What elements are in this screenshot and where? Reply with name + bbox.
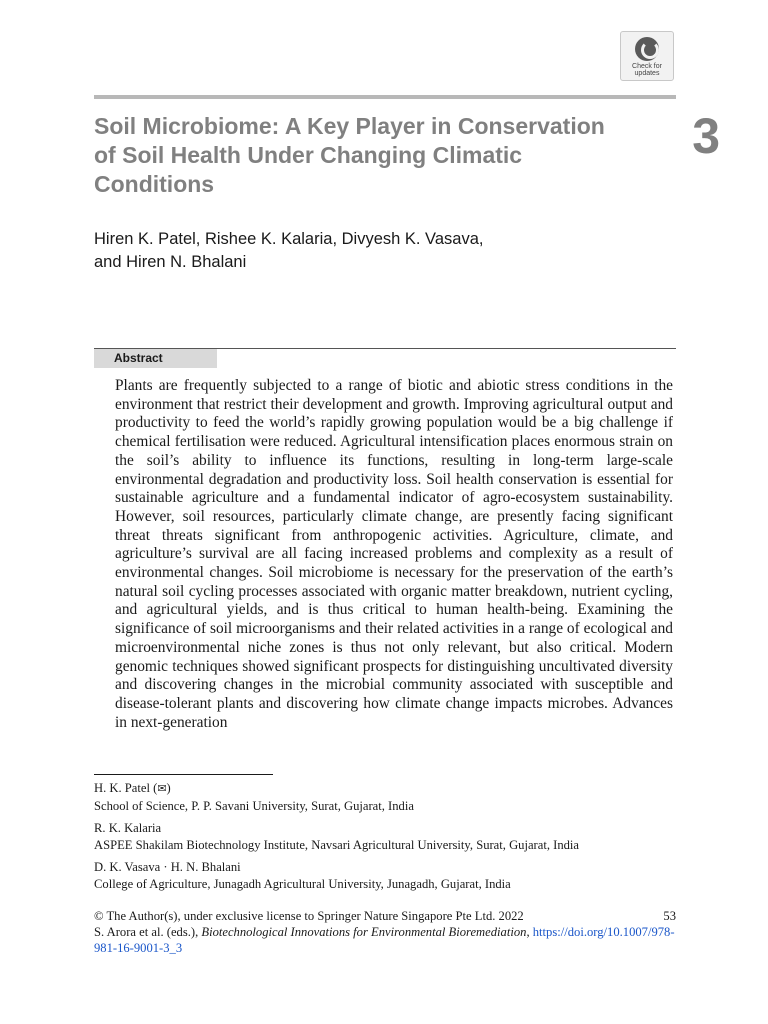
affiliation-institution: College of Agriculture, Junagadh Agricultural University, Junagadh, Gujarat, India: [94, 876, 511, 891]
doi-link[interactable]: https://doi.org/10.1007/978-981-16-9001-3_3: [94, 925, 675, 955]
footnote-rule: [94, 774, 273, 775]
affiliation-item: [94, 859, 694, 892]
affiliation-names: H. K. Patel: [94, 781, 150, 795]
author-line: Hiren K. Patel, Rishee K. Kalaria, Divyesh K. Vasava,: [94, 230, 484, 248]
license-notice: © The Author(s), under exclusive license to Springer Nature Singapore Pte Ltd. 2022: [94, 909, 524, 923]
affiliations: [94, 780, 694, 898]
affiliation-institution: School of Science, P. P. Savani University, Surat, Gujarat, India: [94, 798, 414, 813]
book-title: Biotechnological Innovations for Environmental Bioremediation: [201, 925, 527, 939]
badge-label: Check for updates: [632, 63, 662, 77]
page-number: 53: [663, 909, 676, 923]
citation-prefix: S. Arora et al. (eds.),: [94, 925, 199, 939]
chapter-title: Soil Microbiome: A Key Player in Conservation of Soil Health Under Changing Climatic Conditions: [94, 113, 605, 197]
affiliation-item: H. K. Patel (✉) School of Science, P. P. Savani University, Surat, Gujarat, India: [94, 780, 694, 814]
copyright-block: [94, 908, 676, 956]
check-for-updates-badge[interactable]: [620, 31, 674, 81]
affiliation-names: D. K. Vasava · H. N. Bhalani: [94, 860, 241, 874]
header-rule: [94, 95, 676, 99]
citation: S. Arora et al. (eds.), Biotechnological Innovations for Environmental Bioremediation, https://doi.org/10.1007/978-981-16-9001-3_3: [94, 925, 675, 955]
abstract-text: Plants are frequently subjected to a range of biotic and abiotic stress conditions in the environment that restrict their development and growth. Improving agricultural output and productivity to feed the world’s rapidly growing population would be a big challenge if chemical fertilisation were reduced. Agricultural intensification places enormous strain on the soil’s ability to influence its functions, resulting in long-term large-scale environmental degradation and productivity loss. Soil health conservation is essential for sustainable agriculture and a fundamental indicator of agro-ecosystem sustainability. However, soil resources, particularly climate change, are presently facing significant threat threats significant from anthropogenic activities. Agriculture, climate, and agriculture’s survival are all facing increased problems and complexity as a result of environmental changes. Soil microbiome is necessary for the preservation of the earth’s natural soil cycling processes associated with organic matter breakdown, nutrient cycling, and agricultural yields, and is thus critical to human health-being. Examining the significance of soil microorganisms and their related activities in a range of ecological and microenvironmental niche zones is thus not only relevant, but also critical. Modern genomic techniques showed significant prospects for distinguishing uncultivated diversity and discovering changes in the microbial community associated with susceptible and disease-tolerant plants and discovering how climate change impacts microbes. Advances in next-generation: [115, 377, 673, 731]
chapter-number: 3: [692, 108, 720, 164]
affiliation-names: R. K. Kalaria: [94, 821, 162, 835]
abstract-label: Abstract: [94, 349, 217, 368]
author-list: [94, 228, 654, 274]
affiliation-institution: ASPEE Shakilam Biotechnology Institute, Navsari Agricultural University, Surat, Gujarat, India: [94, 837, 580, 852]
updates-icon: [635, 37, 659, 61]
affiliation-item: [94, 820, 694, 853]
envelope-icon[interactable]: ✉: [157, 783, 167, 795]
author-line: and Hiren N. Bhalani: [94, 253, 247, 271]
